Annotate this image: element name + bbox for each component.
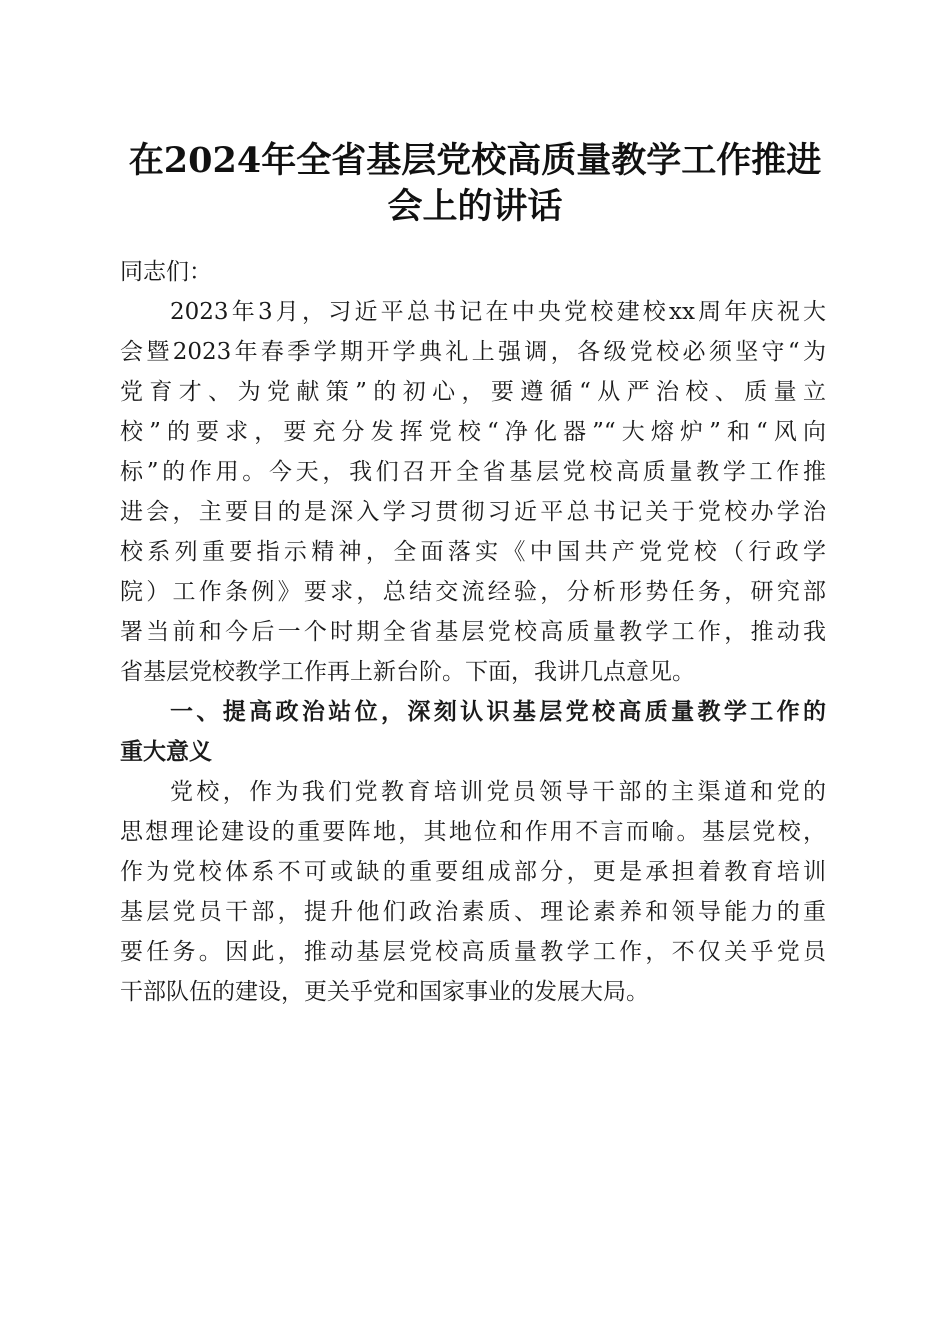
- paragraph-line: 要任务。因此，推动基层党校高质量教学工作，不仅关乎党员: [120, 939, 826, 965]
- title-line-1: 在2024年全省基层党校高质量教学工作推进: [128, 140, 822, 181]
- paragraph-line: 会暨2023年春季学期开学典礼上强调，各级党校必须坚守“为: [120, 339, 826, 365]
- paragraph-line: 标”的作用。今天，我们召开全省基层党校高质量教学工作推: [120, 459, 826, 485]
- paragraph-line: 党校，作为我们党教育培训党员领导干部的主渠道和党的: [170, 779, 826, 805]
- title-line-2: 会上的讲话: [387, 186, 563, 227]
- document-body: [120, 252, 826, 1012]
- paragraph-line: 署当前和今后一个时期全省基层党校高质量教学工作，推动我: [120, 619, 826, 645]
- paragraph-line: 思想理论建设的重要阵地，其地位和作用不言而喻。基层党校，: [120, 819, 826, 845]
- paragraph-line: 党育才、为党献策”的初心，要遵循“从严治校、质量立: [120, 379, 826, 405]
- paragraph-line: 校系列重要指示精神，全面落实《中国共产党党校（行政学: [120, 539, 826, 565]
- paragraph-line: 作为党校体系不可或缺的重要组成部分，更是承担着教育培训: [120, 859, 826, 885]
- heading-line: 重大意义: [120, 739, 212, 765]
- salutation: 同志们：: [120, 259, 212, 285]
- paragraph-section-1: [120, 772, 826, 1012]
- heading-line: 一、提高政治站位，深刻认识基层党校高质量教学工作的: [170, 699, 826, 725]
- paragraph-intro: [120, 292, 826, 692]
- paragraph-line: 进会，主要目的是深入学习贯彻习近平总书记关于党校办学治: [120, 499, 826, 525]
- paragraph-line: 2023年3月，习近平总书记在中央党校建校xx周年庆祝大: [170, 299, 826, 325]
- paragraph-line: 省基层党校教学工作再上新台阶。下面，我讲几点意见。: [120, 659, 695, 685]
- paragraph-line: 干部队伍的建设，更关乎党和国家事业的发展大局。: [120, 979, 649, 1005]
- paragraph-line: 院）工作条例》要求，总结交流经验，分析形势任务，研究部: [120, 579, 826, 605]
- section-heading-1: [120, 692, 826, 772]
- paragraph-line: 校”的要求，要充分发挥党校“净化器”“大熔炉”和“风向: [120, 419, 826, 445]
- document-title: [100, 138, 850, 230]
- paragraph-line: 基层党员干部，提升他们政治素质、理论素养和领导能力的重: [120, 899, 826, 925]
